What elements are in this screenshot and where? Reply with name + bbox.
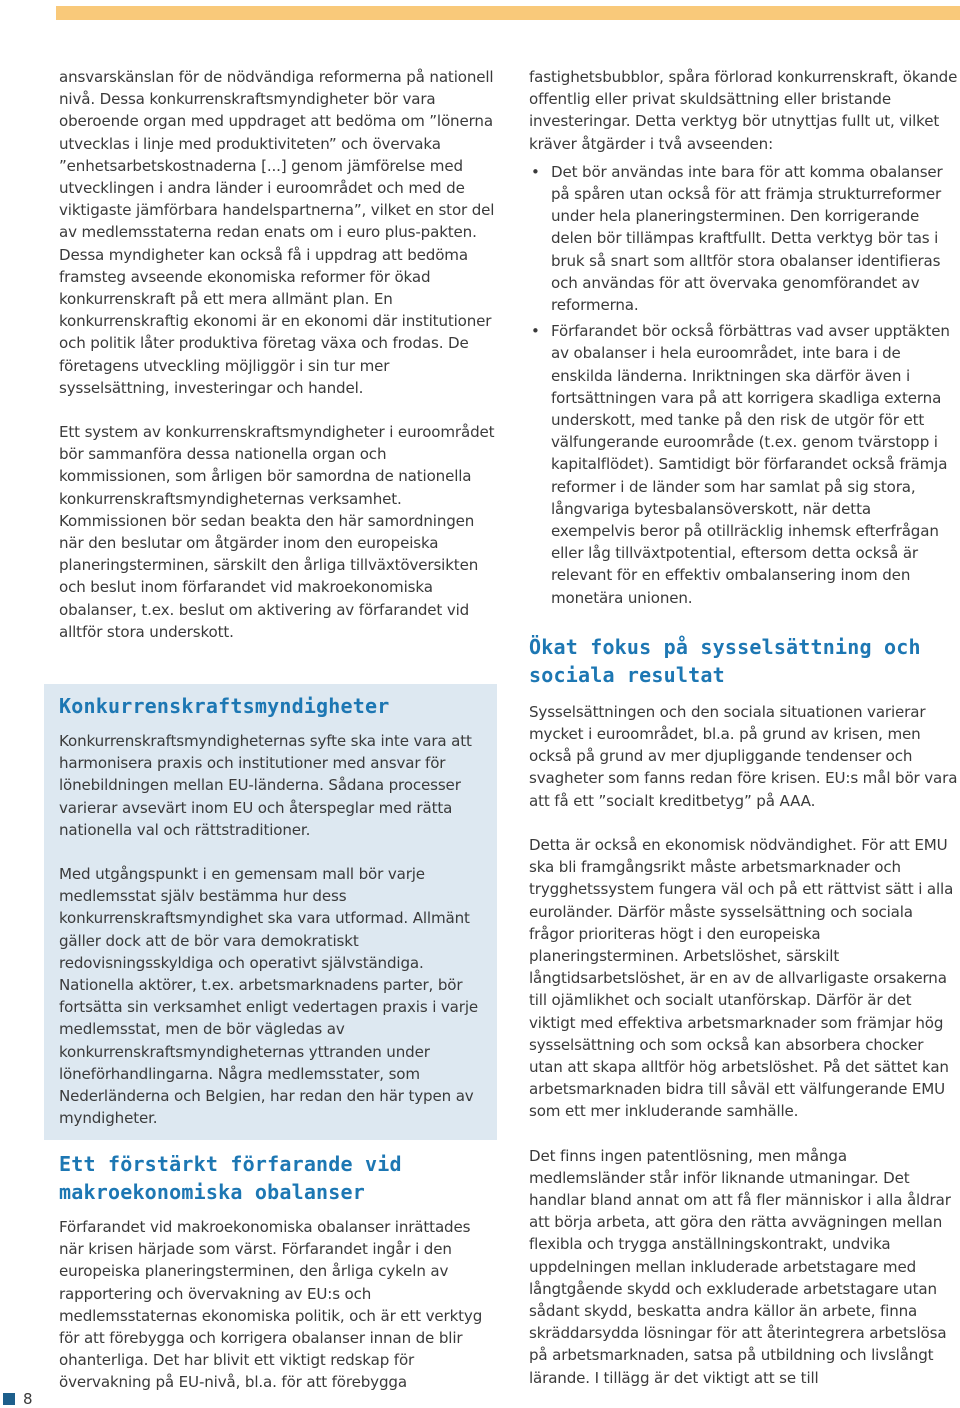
bullet-text: Förfarandet bör också förbättras vad avser upptäkten av obalanser i hela euroområdet, inte bara i de enskilda länderna. Inriktningen ska därför även i fortsättningen vara på att korrigera skadliga externa underskott, med tanke på den risk de utgör för ett välfungerande euroområde (t.ex. genom tvärstopp i kapitalflödet). Samtidigt bör förfarandet också främja reformer i de länder som har samlat på sig stora, långvariga bytesbalansöverskott, när detta exempelvis beror på otillräcklig inhemsk efterfrågan eller låg tillväxtpotential, eftersom detta också är relevant för en effektiv ombalansering inom den monetära unionen. [551,322,950,607]
top-accent-bar [56,6,960,20]
bullet-dot: • [531,162,540,181]
bullet-dot: • [531,322,540,341]
info-box [44,684,497,1140]
list-item [529,320,959,609]
box-heading: Konkurrenskraftsmyndigheter [59,694,390,718]
page-number [3,1390,33,1408]
left-paragraph-1: ansvarskänslan för de nödvändiga reformerna på nationell nivå. Dessa konkurrenskraftsmyndigheter bör vara oberoende organ med uppdraget att bedöma om ”lönerna utvecklas i linje med produktiviteten” och övervaka ”enhetsarbetskostnaderna [...] genom jämförelse med utvecklingen i andra länder i euroområdet och med de viktigaste jämförbara handelspartnerna”, vilket en stor del av medlemsstaterna redan enats om i euro plus-pakten. Dessa myndigheter kan också få i uppdrag att bedöma framsteg avseende ekonomiska reformer för ökad konkurrenskraft på ett mera allmänt plan. En konkurrenskraftig ekonomi är en ekonomi där institutioner och politik låter produktiva företag växa och frodas. De företagens utveckling möjliggör i sin tur mer sysselsättning, investeringar och handel. [59,68,495,397]
bullet-list [529,161,959,609]
box-paragraph-2: Med utgångspunkt i en gemensam mall bör varje medlemsstat själv bestämma hur dess konkurrenskraftsmyndighet ska vara utformad. Allmänt gäller dock att de bör vara demokratiskt redovisningsskyldiga och operativt självständiga. Nationella aktörer, t.ex. arbetsmarknadens parter, bör fortsätta sin verksamhet enligt vedertagen praxis i varje medlemsstat, men de bör vägledas av konkurrenskraftsmyndigheternas yttranden under löneförhandlingarna. Några medlemsstater, som Nederländerna och Belgien, har redan den här typen av myndigheter. [59,865,478,1128]
left-column [59,66,499,643]
section-macro-imbalances [59,1150,499,1394]
section-paragraph: Förfarandet vid makroekonomiska obalanser inrättades när krisen härjade som värst. Förfarandet ingår i den europeiska planeringsterminen, den årliga cykeln av rapportering och övervakning av EU:s och medlemsstaternas ekonomiska politik, och är ett verktyg för att förebygga och korrigera obalanser innan de blir ohanterliga. Det har blivit ett viktigt redskap för övervakning på EU-nivå, bl.a. för att förebygga [59,1218,483,1392]
right-paragraph-3: Detta är också en ekonomisk nödvändighet. För att EMU ska bli framgångsrikt måste arbetsmarknader och trygghetssystem fungera väl och på ett rättvist sätt i alla euroländer. Därför måste sysselsättning och sociala frågor prioriteras högt i den europeiska planeringsterminen. Arbetslöshet, särskilt långtidsarbetslöshet, är en av de allvarligaste orsakerna till ojämlikhet och socialt utanförskap. Därför är det viktigt med effektiva arbetsmarknader som främjar hög sysselsättning och som också kan absorbera chocker utan att skapa alltför hög arbetslöshet. På det sättet kan arbetsmarknaden bidra till såväl ett välfungerande EMU som ett mer inkluderande samhälle. [529,835,954,1121]
box-paragraph-1: Konkurrenskraftsmyndigheternas syfte ska inte vara att harmonisera praxis och institutioner med ansvar för lönebildningen mellan EU-länderna. Sådana processer varierar avsevärt inom EU och återspeglar med rätta nationella val och rättstraditioner. [59,732,472,839]
right-paragraph-2: Sysselsättningen och den sociala situationen varierar mycket i euroområdet, bl.a. på grund av krisen, men också på grund av mer djupliggande tendenser och svagheter som fanns redan före krisen. EU:s mål bör vara att få ett ”socialt kreditbetyg” på AAA. [529,702,958,810]
list-item [529,161,959,316]
right-paragraph-4: Det finns ingen patentlösning, men många medlemsländer står inför liknande utmaningar. Det handlar bland annat om att få fler människor i alla åldrar att börja arbeta, att göra den rätta avvägningen mellan flexibla och trygga anställningskontrakt, undvika uppdelningen mellan inkluderade arbetstagare med långtgående skydd och exkluderade arbetstagare utan sådant skydd, beskatta andra källor än arbete, finna skräddarsydda lösningar för att återintegrera arbetslösa på arbetsmarknaden, satsa på utbildning och livslångt lärande. I tillägg är det viktigt att se till [529,1146,951,1387]
page-marker-square [3,1393,15,1405]
page-number-text: 8 [23,1390,33,1408]
bullet-text: Det bör användas inte bara för att komma obalanser på spåren utan också för att främja strukturreformer under hela planeringsterminen. Den korrigerande delen bör tillämpas kraftfullt. Detta verktyg bör tas i bruk så snart som alltför stora obalanser identifieras och användas för att övervaka genomförandet av reformerna. [551,162,943,315]
section-heading: Ett förstärkt förfarande vid makroekonomiska obalanser [59,1152,402,1204]
left-paragraph-2: Ett system av konkurrenskraftsmyndigheter i euroområdet bör sammanföra dessa nationella organ och kommissionen, som årligen bör samordna de nationella konkurrenskraftsmyndigheternas verksamhet. Kommissionen bör sedan beakta den här samordningen när den beslutar om åtgärder inom den europeiska planeringsterminen, särskilt den årliga tillväxtöversikten och beslut inom förfarandet vid makroekonomiska obalanser, t.ex. beslut om aktivering av förfarandet vid alltför stora underskott. [59,423,495,641]
right-paragraph-1: fastighetsbubblor, spåra förlorad konkurrenskraft, ökande offentlig eller privat skuldsättning eller bristande investeringar. Detta verktyg bör utnyttjas fullt ut, vilket kräver åtgärder i två avseenden: [529,68,958,153]
right-heading: Ökat fokus på sysselsättning och sociala resultat [529,634,921,687]
right-column [529,66,959,1389]
